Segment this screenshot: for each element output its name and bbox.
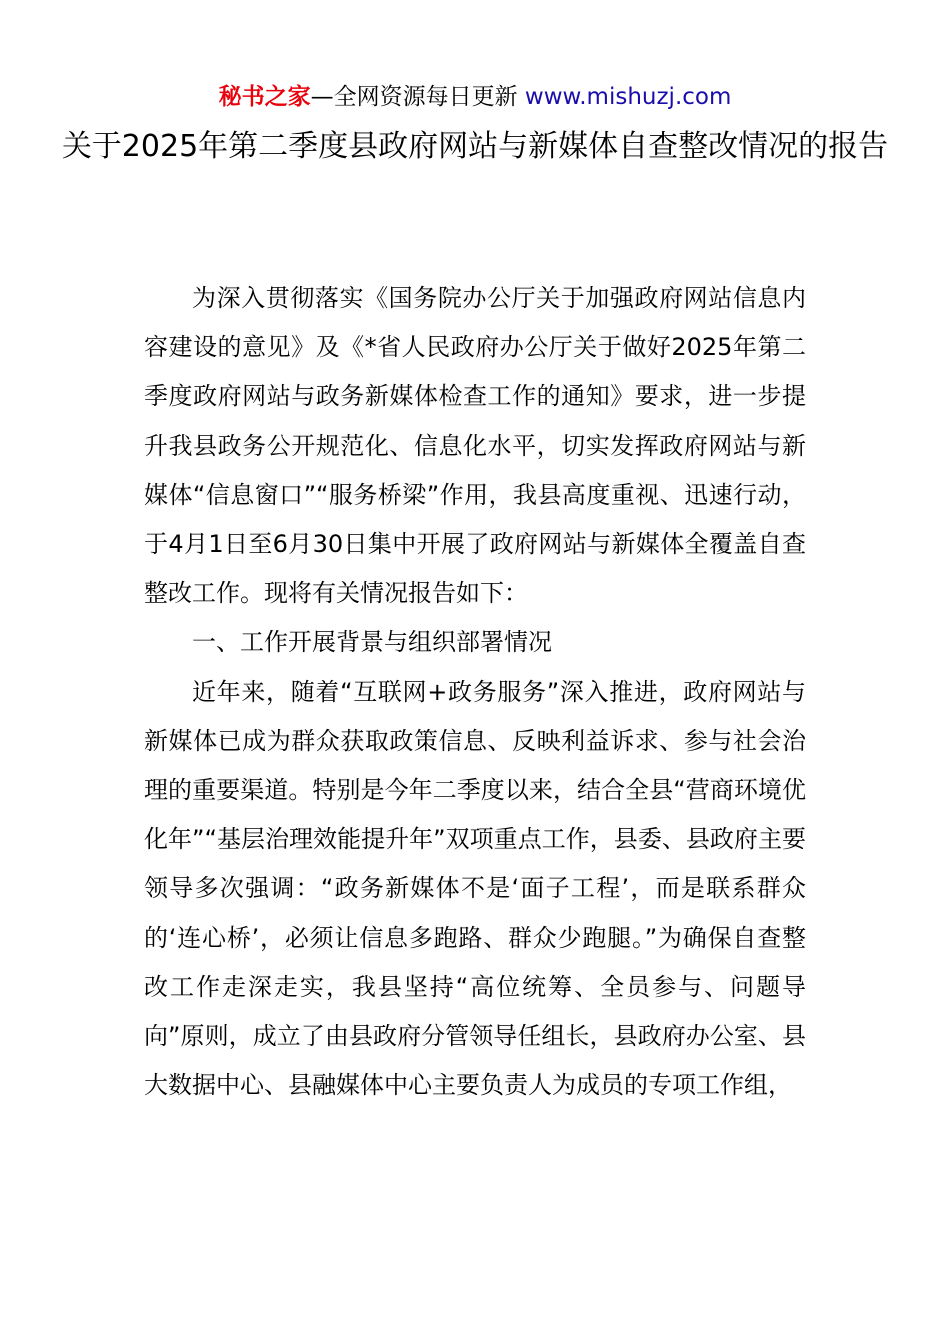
site-url-link[interactable]: www.mishuzj.com [524,84,732,110]
document-title: 关于2025年第二季度县政府网站与新媒体自查整改情况的报告 [61,129,889,164]
background-paragraph: 近年来，随着“互联网+政务服务”深入推进，政府网站与新媒体已成为群众获取政策信息、反映利益诉求、参与社会治理的重要渠道。特别是今年二季度以来，结合全县“营商环境优化年”“基层治理效能提升年”双项重点工作，县委、县政府主要领导多次强调：“政务新媒体不是‘面子工程’，而是联系群众的‘连心桥’，必须让信息多跑路、群众少跑腿。”为确保自查整改工作走深走实，我县坚持“高位统筹、全员参与、问题导向”原则，成立了由县政府分管领导任组长，县政府办公室、县大数据中心、县融媒体中心主要负责人为成员的专项工作组， [144,677,806,1100]
intro-paragraph: 为深入贯彻落实《国务院办公厅关于加强政府网站信息内容建设的意见》及《*省人民政府办公厅关于做好2025年第二季度政府网站与政务新媒体检查工作的通知》要求，进一步提升我县政务公开规范化、信息化水平，切实发挥政府网站与新媒体“信息窗口”“服务桥梁”作用，我县高度重视、迅速行动，于4月1日至6月30日集中开展了政府网站与新媒体全覆盖自查整改工作。现将有关情况报告如下： [144,284,806,608]
section-heading: 一、工作开展背景与组织部署情况 [192,628,552,657]
brand-slogan: —全网资源每日更新 [310,84,518,110]
document-body [144,274,806,1110]
site-banner [0,80,950,114]
brand-name: 秘书之家 [218,84,311,110]
